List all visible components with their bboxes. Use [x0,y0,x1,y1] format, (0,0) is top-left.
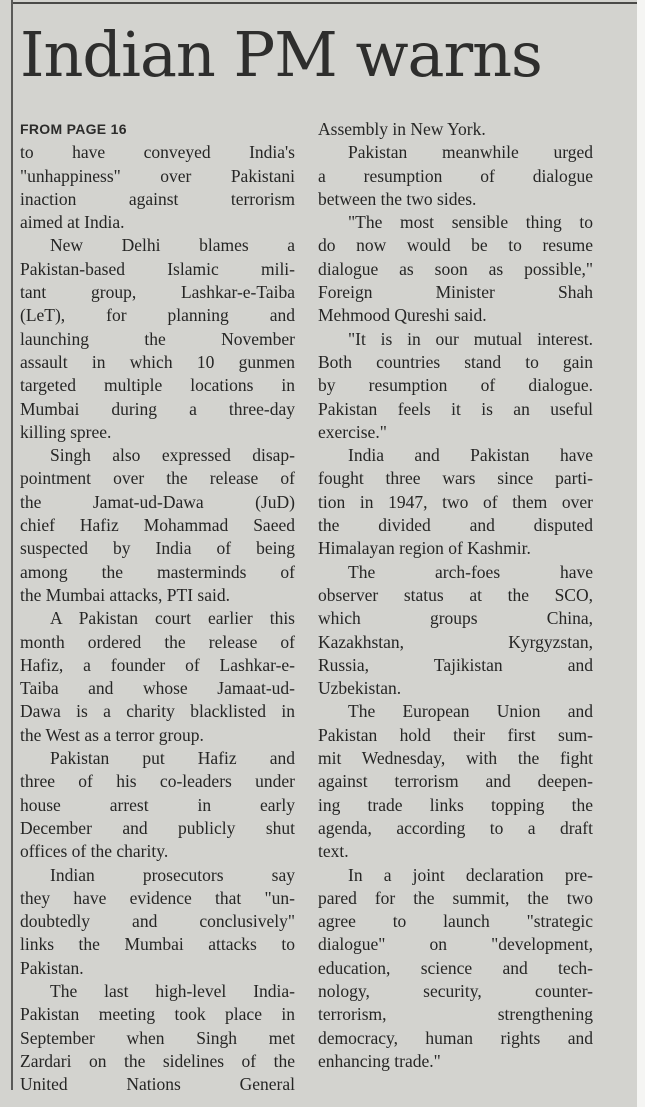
left-column-body [20,141,295,1096]
text-line: Taiba and whose Jamaat-ud- [20,678,295,699]
text-line: The arch-foes have [348,561,593,582]
text-line: December and publicly shut [20,817,295,838]
text-line: Singh also expressed disap- [50,445,295,466]
text-line: among the masterminds of [20,561,295,582]
text-line: launching the November [20,328,295,349]
text-line: Foreign Minister Shah [318,282,593,303]
text-line: United Nations General [20,1074,295,1095]
text-line: offices of the charity. [20,841,169,862]
text-line: democracy, human rights and [318,1027,593,1048]
text-line: mit Wednesday, with the fight [318,748,593,769]
text-line: The last high-level India- [50,980,295,1001]
text-line: tant group, Lashkar-e-Taiba [20,282,295,303]
text-line: the West as a terror group. [20,724,204,745]
text-line: against terrorism and deepen- [318,771,593,792]
text-line: house arrest in early [20,794,295,815]
text-line: exercise." [318,421,387,442]
text-line: by resumption of dialogue. [318,375,593,396]
text-line: nology, security, counter- [318,980,593,1001]
text-line: fought three wars since parti- [318,468,593,489]
text-line: killing spree. [20,421,112,442]
text-line: Zardari on the sidelines of the [20,1050,295,1071]
text-line: assault in which 10 gunmen [20,351,295,372]
text-line: Russia, Tajikistan and [318,654,593,675]
text-line: Pakistan. [20,957,84,978]
text-line: "unhappiness" over Pakistani [20,165,295,186]
text-line: September when Singh met [20,1027,295,1048]
text-line: (LeT), for planning and [20,305,295,326]
text-line: ing trade links topping the [318,794,593,815]
text-line: which groups China, [318,608,593,629]
text-line: Himalayan region of Kashmir. [318,538,531,559]
text-line: observer status at the SCO, [318,584,593,605]
text-line: Mehmood Qureshi said. [318,305,487,326]
text-line: Dawa is a charity blacklisted in [20,701,295,722]
text-line: chief Hafiz Mohammad Saeed [20,515,295,536]
text-line: pointment over the release of [20,468,295,489]
headline: Indian PM warns [20,18,542,91]
text-line: education, science and tech- [318,957,593,978]
article-column-left [20,118,295,1096]
text-line: Pakistan meanwhile urged [348,142,593,163]
text-line: suspected by India of being [20,538,295,559]
text-line: month ordered the release of [20,631,295,652]
text-line: inaction against terrorism [20,188,295,209]
text-line: India and Pakistan have [348,445,593,466]
text-line: terrorism, strengthening [318,1004,593,1025]
text-line: Hafiz, a founder of Lashkar-e- [20,654,295,675]
top-rule [12,2,640,4]
text-line: the divided and disputed [318,515,593,536]
text-line: agenda, according to a draft [318,817,593,838]
text-line: Indian prosecutors say [50,864,295,885]
article-column-right [318,118,593,1073]
text-line: to have conveyed India's [20,142,295,163]
left-column-rule [11,0,13,1090]
text-line: enhancing trade." [318,1050,441,1071]
text-line: Pakistan meeting took place in [20,1004,295,1025]
text-line: text. [318,841,349,862]
text-line: New Delhi blames a [50,235,295,256]
text-line: Pakistan-based Islamic mili- [20,258,295,279]
text-line: they have evidence that "un- [20,887,295,908]
text-line: links the Mumbai attacks to [20,934,295,955]
text-line: between the two sides. [318,188,477,209]
text-line: dialogue as soon as possible," [318,258,593,279]
text-line: Uzbekistan. [318,678,402,699]
text-line: Pakistan feels it is an useful [318,398,593,419]
text-line: the Mumbai attacks, PTI said. [20,584,230,605]
text-line: Mumbai during a three-day [20,398,295,419]
text-line: three of his co-leaders under [20,771,295,792]
text-line: A Pakistan court earlier this [50,608,295,629]
text-line: Assembly in New York. [318,119,486,139]
text-line: targeted multiple locations in [20,375,295,396]
text-line: tion in 1947, two of them over [318,491,593,512]
right-column-body [318,118,593,1073]
text-line: pared for the summit, the two [318,887,593,908]
text-line: "It is in our mutual interest. [348,328,593,349]
text-line: a resumption of dialogue [318,165,593,186]
text-line: In a joint declaration pre- [348,864,593,885]
continuation-kicker: FROM PAGE 16 [20,121,127,137]
text-line: the Jamat-ud-Dawa (JuD) [20,491,295,512]
text-line: The European Union and [348,701,593,722]
text-line: dialogue" on "development, [318,934,593,955]
text-line: agree to launch "strategic [318,911,593,932]
text-line: aimed at India. [20,212,125,233]
text-line: Both countries stand to gain [318,351,593,372]
text-line: Pakistan put Hafiz and [50,748,295,769]
text-line: doubtedly and conclusively" [20,911,295,932]
text-line: Kazakhstan, Kyrgyzstan, [318,631,593,652]
text-line: do now would be to resume [318,235,593,256]
text-line: "The most sensible thing to [348,212,593,233]
text-line: Pakistan hold their first sum- [318,724,593,745]
